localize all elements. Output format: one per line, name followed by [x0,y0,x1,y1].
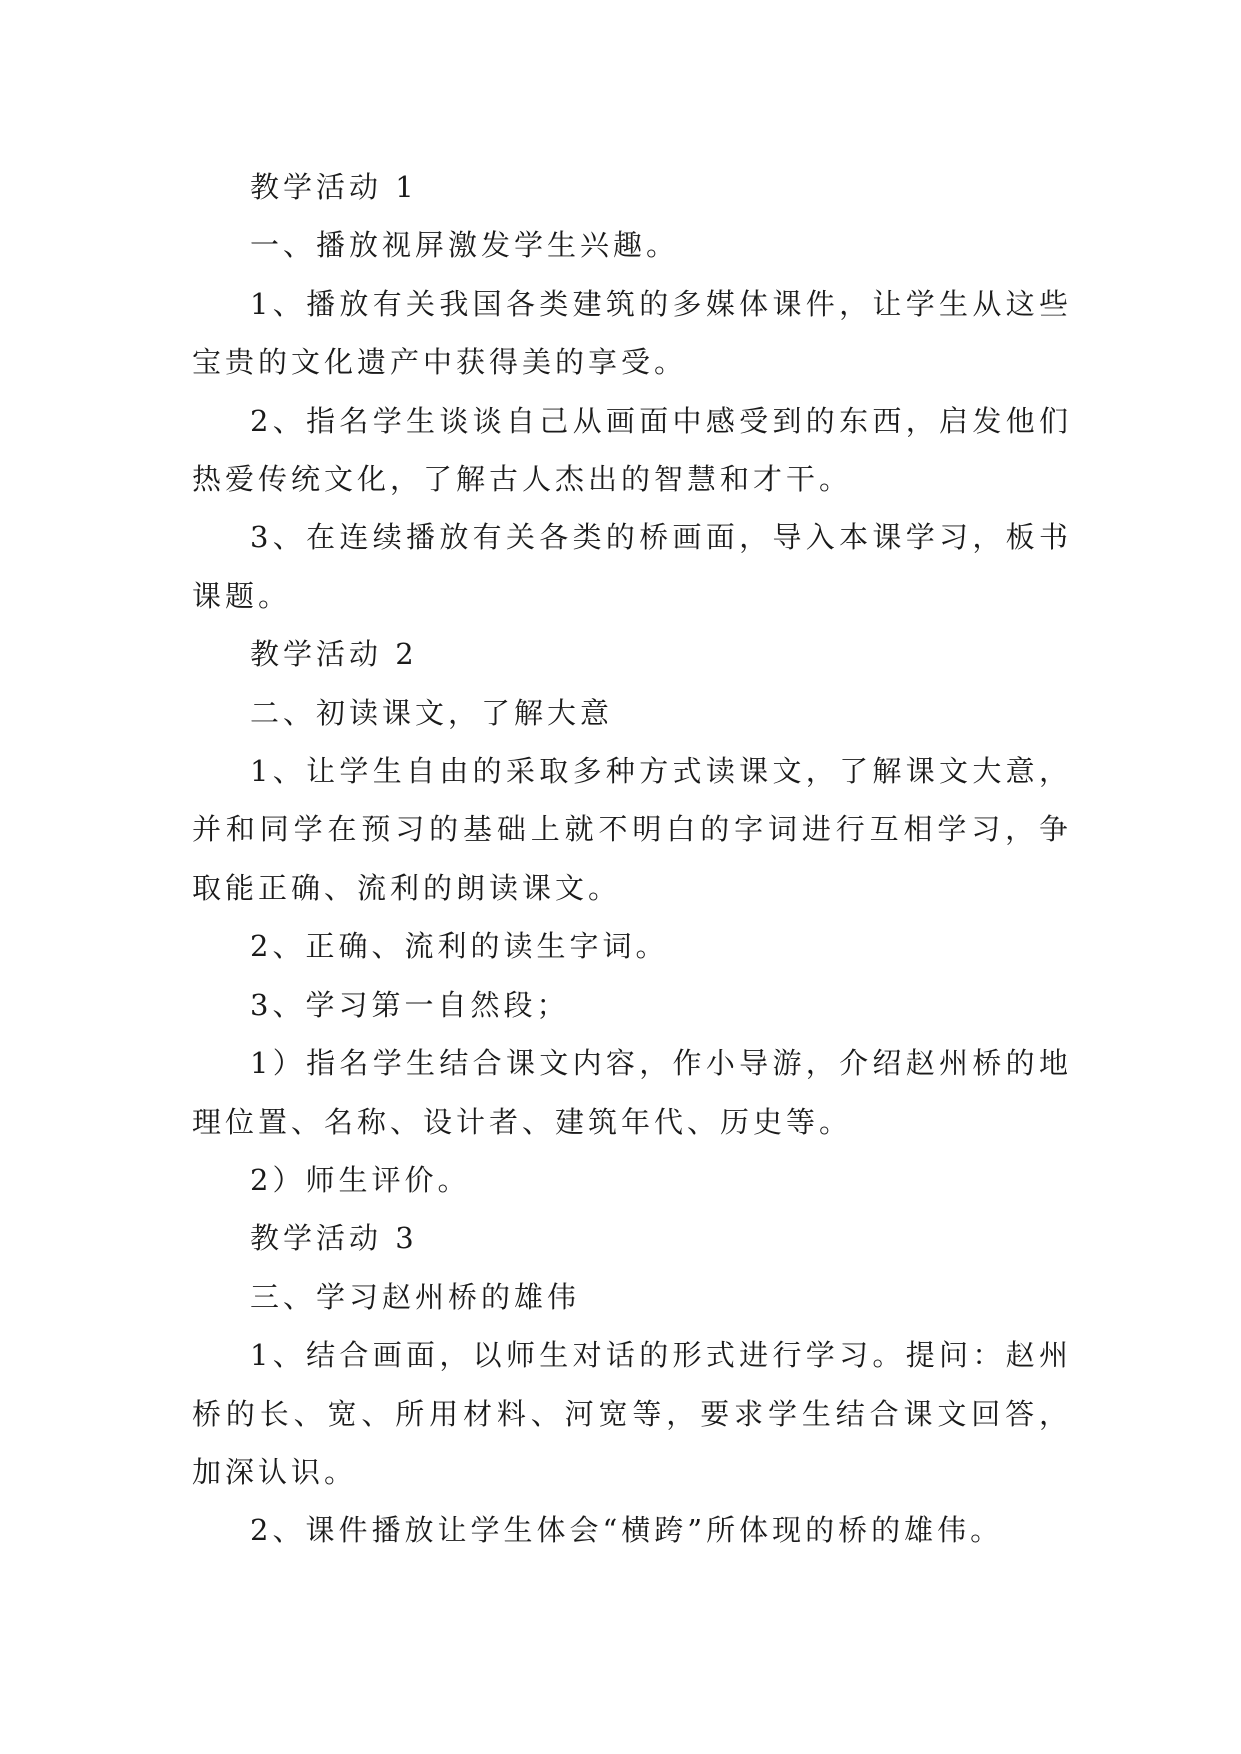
paragraph: 1、结合画面，以师生对话的形式进行学习。提问：赵州桥的长、宽、所用材料、河宽等，要求学生结合课文回答，加深认识。 [192,1338,1072,1489]
paragraph: 3、学习第一自然段； [250,987,570,1022]
paragraph: 3、在连续播放有关各类的桥画面，导入本课学习，板书课题。 [192,520,1072,613]
section-heading-2: 二、初读课文，了解大意 [250,695,614,730]
document-body [192,158,1072,1560]
activity-heading-2: 教学活动 2 [250,637,418,672]
paragraph: 2、课件播放让学生体会“横跨”所体现的桥的雄伟。 [250,1513,1004,1548]
paragraph: 2、正确、流利的读生字词。 [250,929,669,964]
paragraph: 1、播放有关我国各类建筑的多媒体课件，让学生从这些宝贵的文化遗产中获得美的享受。 [192,286,1072,380]
section-heading-3: 三、学习赵州桥的雄伟 [250,1279,581,1314]
paragraph: 1）指名学生结合课文内容，作小导游，介绍赵州桥的地理位置、名称、设计者、建筑年代、历史等。 [192,1046,1072,1139]
paragraph: 1、让学生自由的采取多种方式读课文，了解课文大意，并和同学在预习的基础上就不明白的字词进行互相学习，争取能正确、流利的朗读课文。 [192,754,1072,905]
paragraph: 2）师生评价。 [250,1162,471,1197]
paragraph: 2、指名学生谈谈自己从画面中感受到的东西，启发他们热爱传统文化，了解古人杰出的智慧和才干。 [192,403,1072,497]
activity-heading-3: 教学活动 3 [250,1221,418,1256]
section-heading-1: 一、播放视屏激发学生兴趣。 [250,228,680,263]
activity-heading-1: 教学活动 1 [250,170,418,204]
